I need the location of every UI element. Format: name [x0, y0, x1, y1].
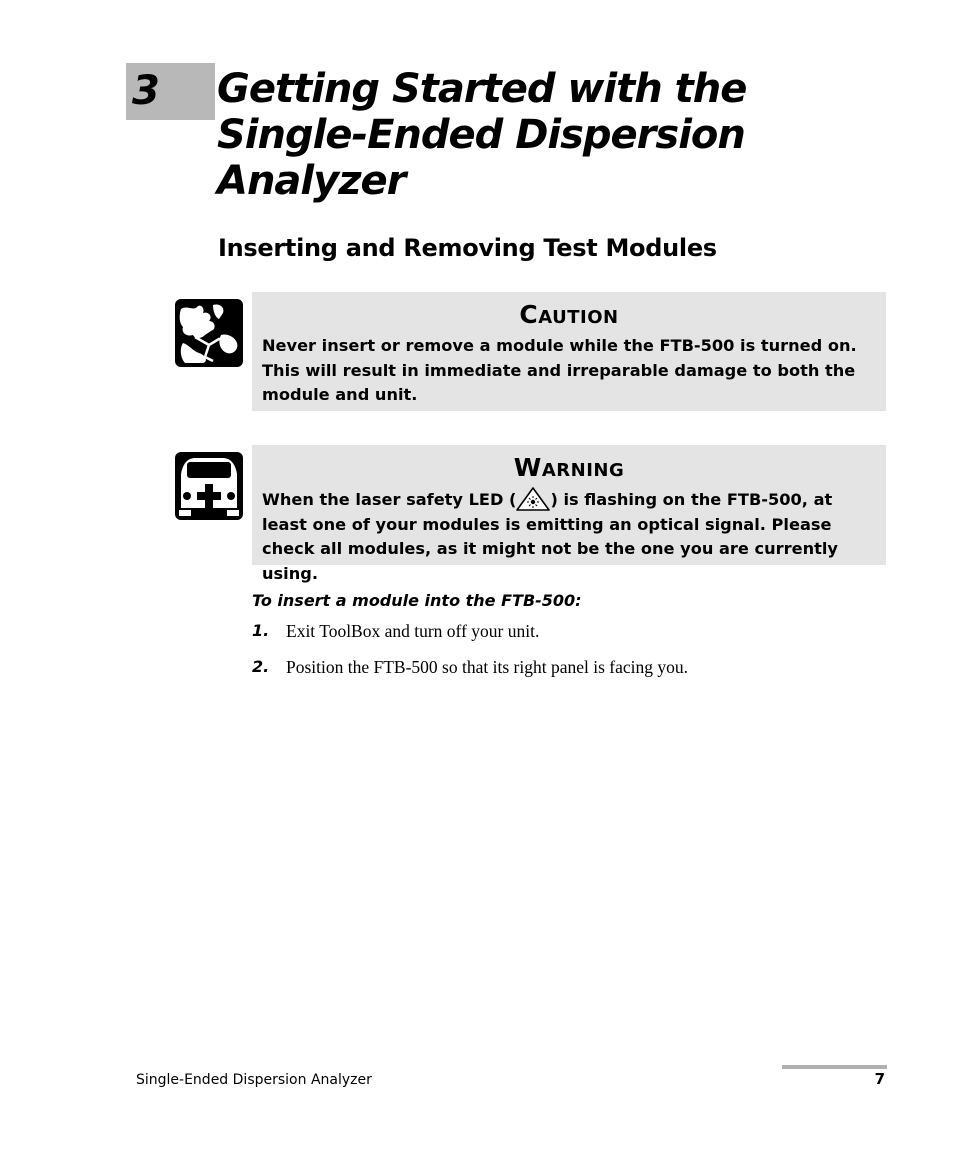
step-text: Exit ToolBox and turn off your unit.	[286, 621, 540, 641]
warning-heading: Warning	[513, 453, 625, 482]
chapter-title-line: Single-Ended Dispersion	[217, 112, 745, 158]
chapter-number-box	[126, 63, 215, 120]
section-title: Inserting and Removing Test Modules	[218, 234, 717, 262]
step-number: 1.	[252, 621, 270, 640]
ambulance-icon	[175, 452, 243, 520]
caution-hand-icon	[175, 299, 243, 367]
chapter-title-line: Analyzer	[217, 158, 406, 204]
chapter-title-line: Getting Started with the	[217, 66, 747, 112]
warning-text-start: When the laser safety LED (	[262, 490, 517, 509]
warning-box	[252, 445, 886, 583]
page-number: 7	[874, 1070, 885, 1088]
procedure-title: To insert a module into the FTB-500:	[252, 591, 582, 610]
footer-title: Single-Ended Dispersion Analyzer	[136, 1072, 372, 1088]
chapter-title	[217, 66, 917, 204]
warning-text	[262, 487, 876, 586]
caution-text: Never insert or remove a module while the FTB-500 is turned on. This will result in immediate and irreparable damage to both the module and unit.	[262, 336, 857, 404]
step-text: Position the FTB-500 so that its right panel is facing you.	[286, 657, 688, 677]
warning-text-end: ) is flashing on the FTB-500, at least one of your modules is emitting an optical signal. Please check all modules, as it might not be the one you are currently using.	[262, 490, 838, 583]
chapter-number: 3	[132, 68, 160, 114]
caution-heading: Caution	[519, 300, 619, 329]
caution-box	[252, 292, 886, 411]
step-number: 2.	[252, 657, 270, 676]
laser-triangle-icon	[516, 487, 550, 511]
